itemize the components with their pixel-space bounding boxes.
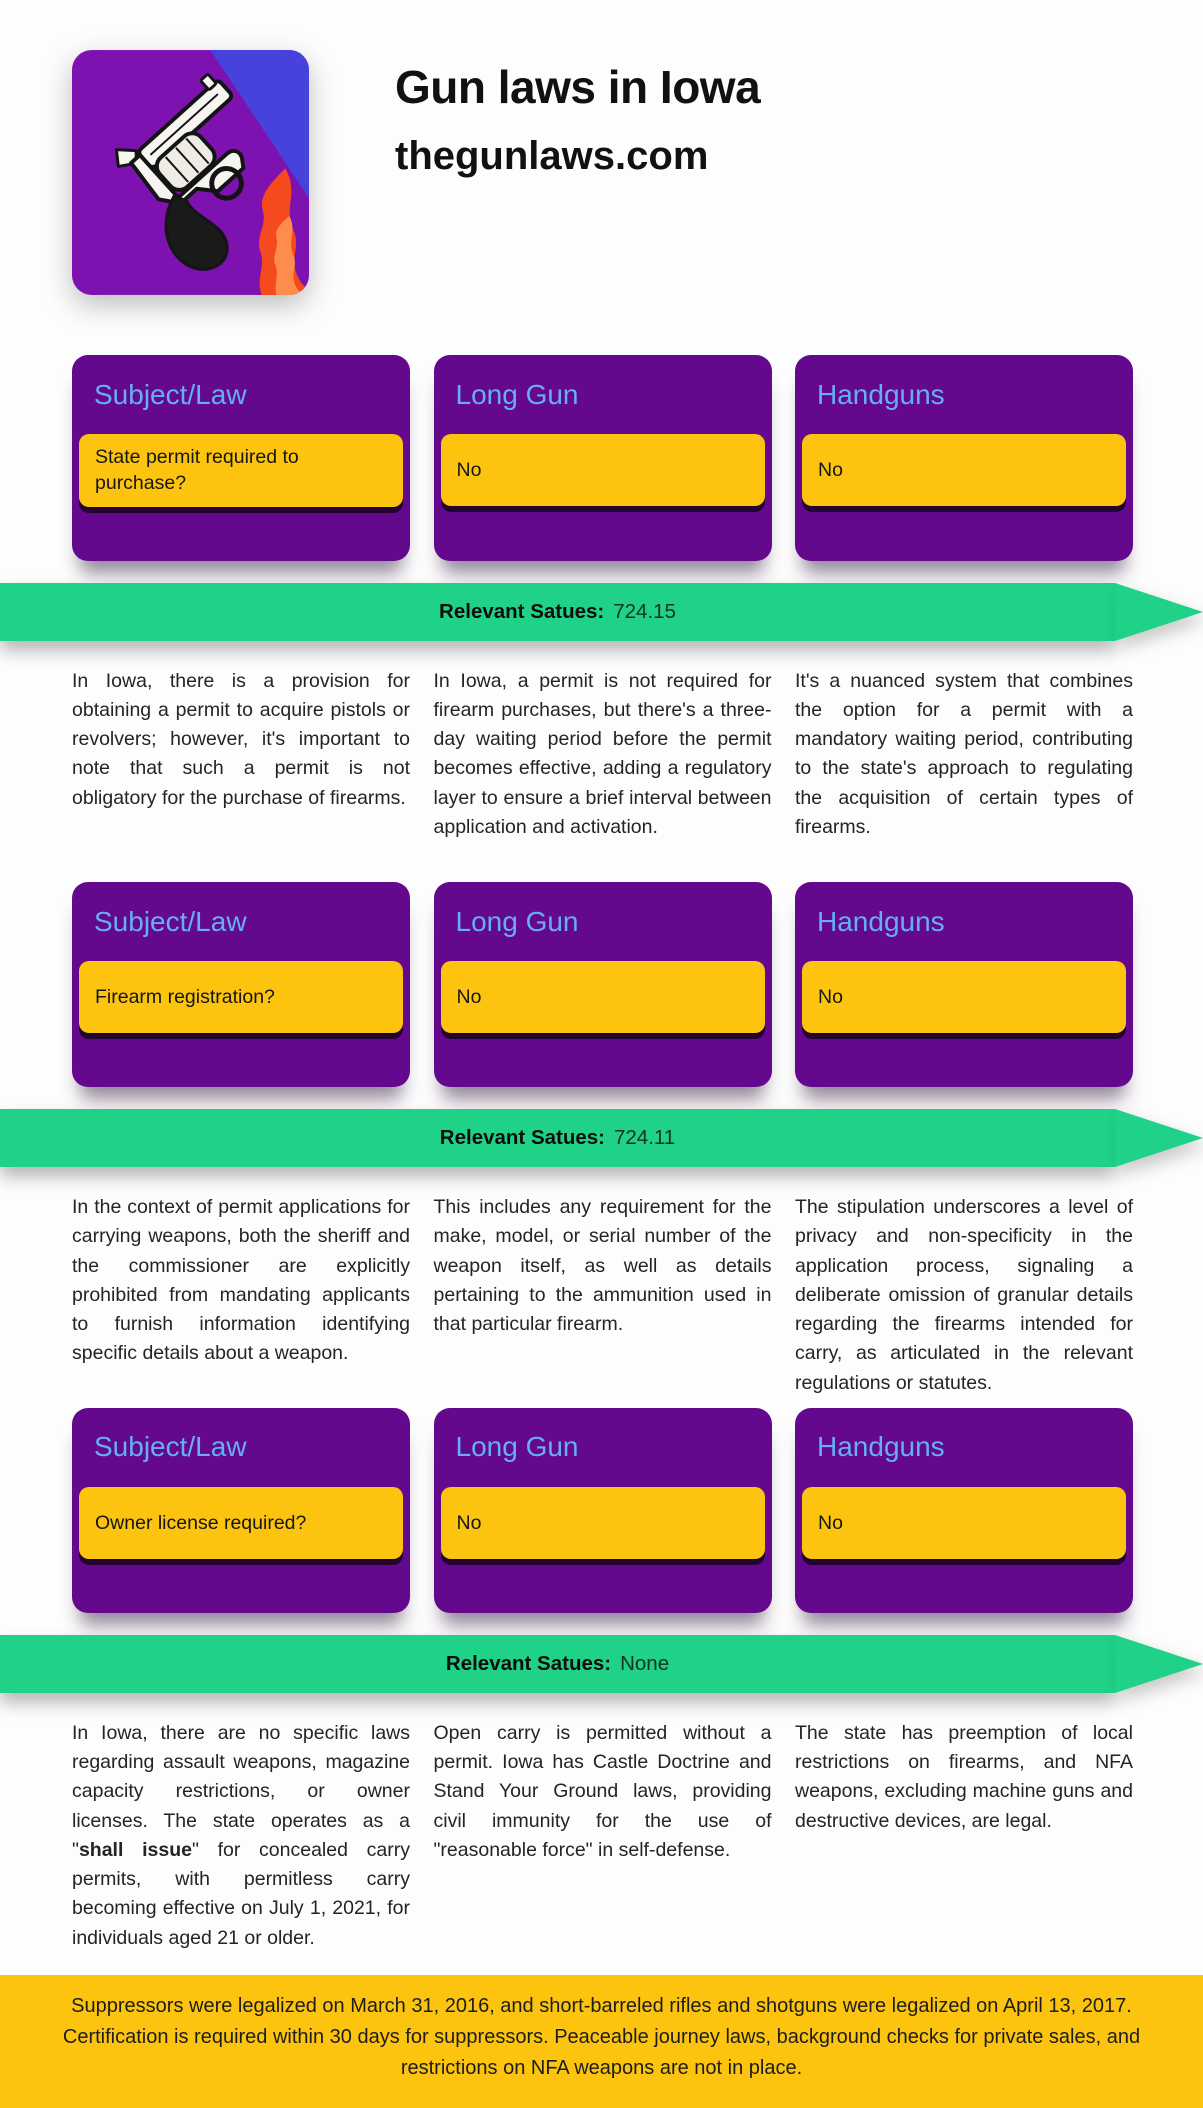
explanation-paragraph: In the context of permit applications for carrying weapons, both the sheriff and the commissioner are explicitly prohibited from mandating applicants to furnish information identifying specific details about a weapon.	[72, 1196, 410, 1365]
card-title: Subject/Law	[94, 1431, 247, 1463]
card-long-gun	[434, 882, 772, 1087]
card-value: No	[802, 1487, 1126, 1559]
cards-row	[0, 1408, 1203, 1613]
page-title: Gun laws in Iowa	[395, 61, 761, 113]
card-title: Handguns	[817, 378, 945, 410]
card-title: Handguns	[817, 1431, 945, 1463]
arrow-right-icon	[1115, 583, 1203, 641]
card-subject-law	[72, 882, 410, 1087]
site-name: thegunlaws.com	[395, 134, 709, 178]
statute-label: Relevant Satues:	[445, 1651, 612, 1675]
explanation-paragraph: In Iowa, there are no specific laws regarding assault weapons, magazine capacity restrictions, or owner licenses. The state operates as a "shall issue" for concealed carry permits, with permitless carry becoming effective on July 1, 2021, for individuals aged 21 or older.	[72, 1721, 410, 1949]
card-value: State permit required to purchase?	[79, 434, 403, 507]
card-value: No	[802, 961, 1126, 1033]
arrow-right-icon	[1115, 1635, 1203, 1693]
statute-value: None	[620, 1651, 670, 1675]
explanation-paragraph: It's a nuanced system that combines the option for a permit with a mandatory waiting period, contributing to the state's approach to regulating the acquisition of certain types of firearms.	[795, 669, 1133, 838]
card-value: No	[441, 434, 765, 506]
page-header	[0, 0, 1203, 295]
card-title: Subject/Law	[94, 378, 247, 410]
cards-row	[0, 882, 1203, 1087]
cards-row	[0, 355, 1203, 561]
statute-value: 724.15	[613, 599, 676, 623]
revolver-logo-icon	[72, 50, 309, 295]
section-firearm-registration	[0, 882, 1203, 1398]
card-value: No	[441, 961, 765, 1033]
footer-note	[0, 1975, 1203, 2108]
statute-value: 724.11	[614, 1126, 676, 1150]
card-title: Long Gun	[455, 1431, 579, 1463]
card-bottom	[434, 506, 772, 560]
explanation-paragraph: This includes any requirement for the make, model, or serial number of the weapon itself, as well as details pertaining to the ammunition used in that particular firearm.	[433, 1196, 772, 1336]
section-owner-license	[0, 1408, 1203, 1953]
explanation-paragraph: The state has preemption of local restrictions on firearms, and NFA weapons, excluding machine guns and destructive devices, are legal.	[795, 1721, 1133, 1832]
card-title: Handguns	[817, 905, 945, 937]
card-subject-law	[72, 355, 410, 561]
card-handguns	[795, 1408, 1133, 1613]
footer-text: Suppressors were legalized on March 31, 2016, and short-barreled rifles and shotguns were legalized on April 13, 2017. Certification is required within 30 days for suppressors. Peaceable journey laws, background checks for private sales, and restrictions on NFA weapons are not in place.	[62, 1994, 1141, 2079]
card-bottom	[434, 1033, 772, 1087]
statute-label: Relevant Satues:	[439, 599, 605, 623]
card-bottom	[795, 1033, 1133, 1087]
logo	[72, 50, 309, 295]
statute-banner	[0, 583, 1115, 641]
card-handguns	[795, 355, 1133, 561]
statute-banner	[0, 1635, 1115, 1693]
card-bottom	[72, 507, 410, 561]
card-bottom	[72, 1033, 410, 1087]
card-title: Long Gun	[455, 378, 579, 410]
card-value: Owner license required?	[79, 1487, 403, 1559]
explanation-paragraph: In Iowa, there is a provision for obtaining a permit to acquire pistols or revolvers; however, it's important to note that such a permit is not obligatory for the purchase of firearms.	[72, 669, 410, 809]
card-title: Long Gun	[455, 905, 579, 937]
card-long-gun	[434, 355, 772, 561]
explanation-paragraph: Open carry is permitted without a permit. Iowa has Castle Doctrine and Stand Your Ground laws, providing civil immunity for the use of "reasonable force" in self-defense.	[433, 1721, 772, 1861]
title-block	[395, 50, 760, 179]
card-handguns	[795, 882, 1133, 1087]
texts-row	[0, 1719, 1203, 1953]
card-subject-law	[72, 1408, 410, 1613]
statute-banner	[0, 1109, 1115, 1167]
explanation-paragraph: The stipulation underscores a level of privacy and non-specificity in the application process, signaling a deliberate omission of granular details regarding the firearms intended for carry, as articulated in the relevant regulations or statutes.	[795, 1196, 1133, 1394]
texts-row	[0, 1193, 1203, 1398]
statute-label: Relevant Satues:	[439, 1126, 605, 1150]
card-bottom	[72, 1559, 410, 1613]
texts-row	[0, 667, 1203, 843]
card-value: No	[441, 1487, 765, 1559]
card-bottom	[795, 506, 1133, 560]
card-value: Firearm registration?	[79, 961, 403, 1033]
arrow-right-icon	[1115, 1109, 1203, 1167]
card-bottom	[795, 1559, 1133, 1613]
card-bottom	[434, 1559, 772, 1613]
card-title: Subject/Law	[94, 905, 247, 937]
section-state-permit	[0, 355, 1203, 842]
card-value: No	[802, 434, 1126, 506]
explanation-paragraph: In Iowa, a permit is not required for firearm purchases, but there's a three-day waiting period before the permit becomes effective, adding a regulatory layer to ensure a brief interval between application and activation.	[433, 669, 772, 838]
card-long-gun	[434, 1408, 772, 1613]
